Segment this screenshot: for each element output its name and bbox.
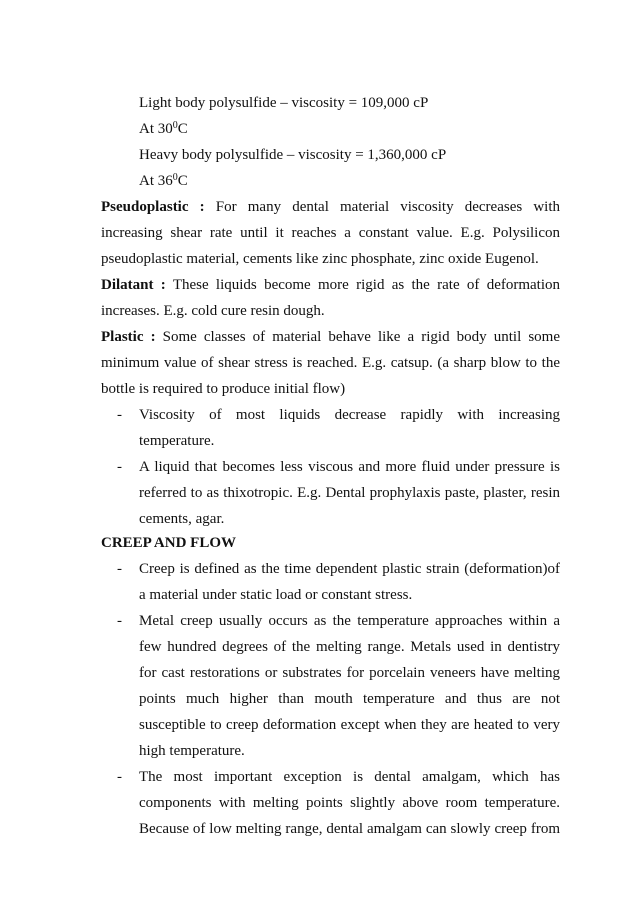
viscosity-bullet-line-1: Viscosity of most liquids decrease rapidly with increasing xyxy=(139,407,560,423)
pseudoplastic-line-1 xyxy=(101,197,560,217)
degree-superscript: 0 xyxy=(172,172,178,183)
metal-creep-line-4: points much higher than mouth temperature and thus are not xyxy=(139,691,560,707)
amalgam-line-1: The most important exception is dental amalgam, which has xyxy=(139,769,560,785)
pseudoplastic-text: For many dental material viscosity decreases with xyxy=(215,199,560,215)
pseudoplastic-term: Pseudoplastic : xyxy=(101,199,205,215)
bullet-dash: - xyxy=(117,561,122,577)
metal-creep-line-5: susceptible to creep deformation except when they are heated to very xyxy=(139,717,560,733)
creep-definition-line-2: a material under static load or constant stress. xyxy=(139,587,413,603)
bullet-dash: - xyxy=(117,613,122,629)
temperature-unit: C xyxy=(177,121,188,137)
bullet-dash: - xyxy=(117,769,122,785)
plastic-line-1 xyxy=(101,327,560,347)
dilatant-term: Dilatant : xyxy=(101,277,166,293)
metal-creep-line-1: Metal creep usually occurs as the temperature approaches within a xyxy=(139,613,560,629)
heavy-body-temperature xyxy=(139,171,560,191)
temperature-value: At 36 xyxy=(139,173,173,189)
metal-creep-line-6: high temperature. xyxy=(139,743,245,759)
viscosity-bullet-line-2: temperature. xyxy=(139,433,215,449)
dilatant-text: These liquids become more rigid as the rate of deformation xyxy=(172,277,560,293)
bullet-dash: - xyxy=(117,459,122,475)
bullet-dash: - xyxy=(117,407,122,423)
dilatant-line-1 xyxy=(101,275,560,295)
metal-creep-line-3: for cast restorations or substrates for porcelain veneers have melting xyxy=(139,665,560,681)
degree-superscript: 0 xyxy=(172,120,178,131)
heavy-body-line: Heavy body polysulfide – viscosity = 1,360,000 cP xyxy=(139,147,447,163)
creep-definition-line-1: Creep is defined as the time dependent plastic strain (deformation)of xyxy=(139,561,560,577)
amalgam-line-3: Because of low melting range, dental amalgam can slowly creep from xyxy=(139,821,560,837)
creep-and-flow-heading: CREEP AND FLOW xyxy=(101,535,237,551)
thixotropic-bullet-line-1: A liquid that becomes less viscous and more fluid under pressure is xyxy=(139,459,560,475)
pseudoplastic-line-3: pseudoplastic material, cements like zinc phosphate, zinc oxide Eugenol. xyxy=(101,251,539,267)
plastic-text: Some classes of material behave like a rigid body until some xyxy=(162,329,560,345)
plastic-line-3: bottle is required to produce initial flow) xyxy=(101,381,346,397)
light-body-line: Light body polysulfide – viscosity = 109,000 cP xyxy=(139,95,429,111)
thixotropic-bullet-line-2: referred to as thixotropic. E.g. Dental prophylaxis paste, plaster, resin xyxy=(139,485,560,501)
plastic-line-2: minimum value of shear stress is reached. E.g. catsup. (a sharp blow to the xyxy=(101,355,560,371)
light-body-temperature xyxy=(139,119,560,139)
pseudoplastic-line-2: increasing shear rate until it reaches a constant value. E.g. Polysilicon xyxy=(101,225,560,241)
temperature-value: At 30 xyxy=(139,121,173,137)
plastic-term: Plastic : xyxy=(101,329,156,345)
dilatant-line-2: increases. E.g. cold cure resin dough. xyxy=(101,303,325,319)
metal-creep-line-2: few hundred degrees of the melting range. Metals used in dentistry xyxy=(139,639,560,655)
amalgam-line-2: components with melting points slightly above room temperature. xyxy=(139,795,560,811)
temperature-unit: C xyxy=(177,173,188,189)
thixotropic-bullet-line-3: cements, agar. xyxy=(139,511,225,527)
